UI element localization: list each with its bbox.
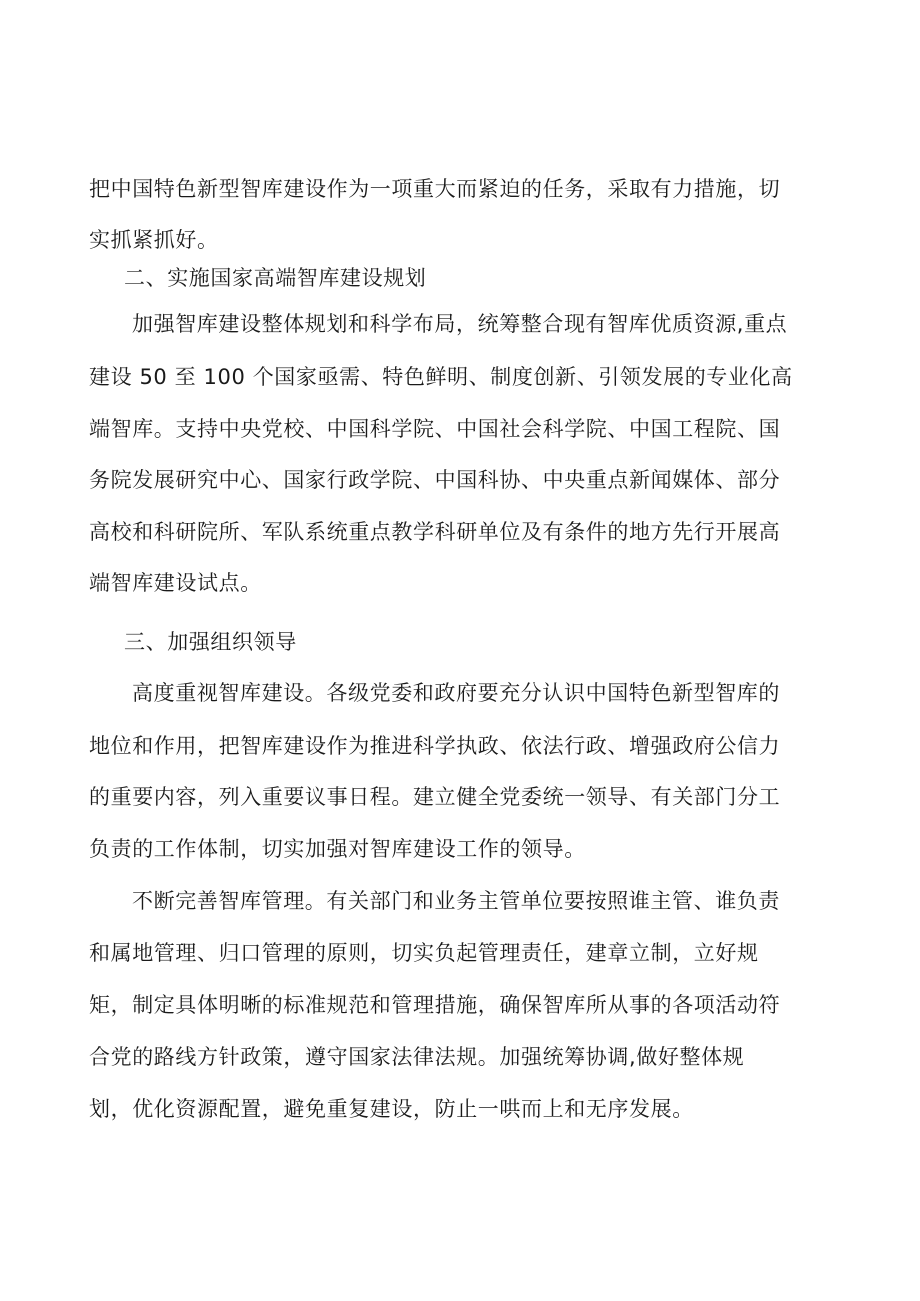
paragraph-line: 划，优化资源配置，避免重复建设，防止一哄而上和无序发展。 <box>89 1097 694 1121</box>
section-heading: 二、实施国家高端智库建设规划 <box>124 266 427 290</box>
paragraph-line: 的重要内容，列入重要议事日程。建立健全党委统一领导、有关部门分工 <box>89 785 781 809</box>
paragraph-line: 负责的工作体制，切实加强对智库建设工作的领导。 <box>89 837 586 861</box>
paragraph-line: 高校和科研院所、军队系统重点教学科研单位及有条件的地方先行开展高 <box>89 520 781 544</box>
paragraph-line: 地位和作用，把智库建设作为推进科学执政、依法行政、增强政府公信力 <box>89 734 781 758</box>
paragraph-line: 务院发展研究中心、国家行政学院、中国科协、中央重点新闻媒体、部分 <box>89 468 781 492</box>
section-heading: 三、加强组织领导 <box>124 630 297 654</box>
paragraph-line: 端智库建设试点。 <box>89 571 262 595</box>
paragraph-line: 矩，制定具体明晰的标准规范和管理措施，确保智库所从事的各项活动符 <box>89 993 781 1017</box>
paragraph-line: 高度重视智库建设。各级党委和政府要充分认识中国特色新型智库的 <box>132 681 780 705</box>
paragraph-line: 加强智库建设整体规划和科学布局，统筹整合现有智库优质资源,重点 <box>132 312 788 336</box>
paragraph-line: 和属地管理、归口管理的原则，切实负起管理责任，建章立制，立好规 <box>89 941 759 965</box>
paragraph-line: 实抓紧抓好。 <box>89 228 219 252</box>
paragraph-line: 把中国特色新型智库建设作为一项重大而紧迫的任务，采取有力措施，切 <box>89 177 781 201</box>
paragraph-line: 合党的路线方针政策，遵守国家法律法规。加强统筹协调,做好整体规 <box>89 1045 745 1069</box>
paragraph-line: 建设 50 至 100 个国家亟需、特色鲜明、制度创新、引领发展的专业化高 <box>89 365 793 389</box>
paragraph-line: 不断完善智库管理。有关部门和业务主管单位要按照谁主管、谁负责 <box>132 889 780 913</box>
paragraph-line: 端智库。支持中央党校、中国科学院、中国社会科学院、中国工程院、国 <box>89 417 781 441</box>
